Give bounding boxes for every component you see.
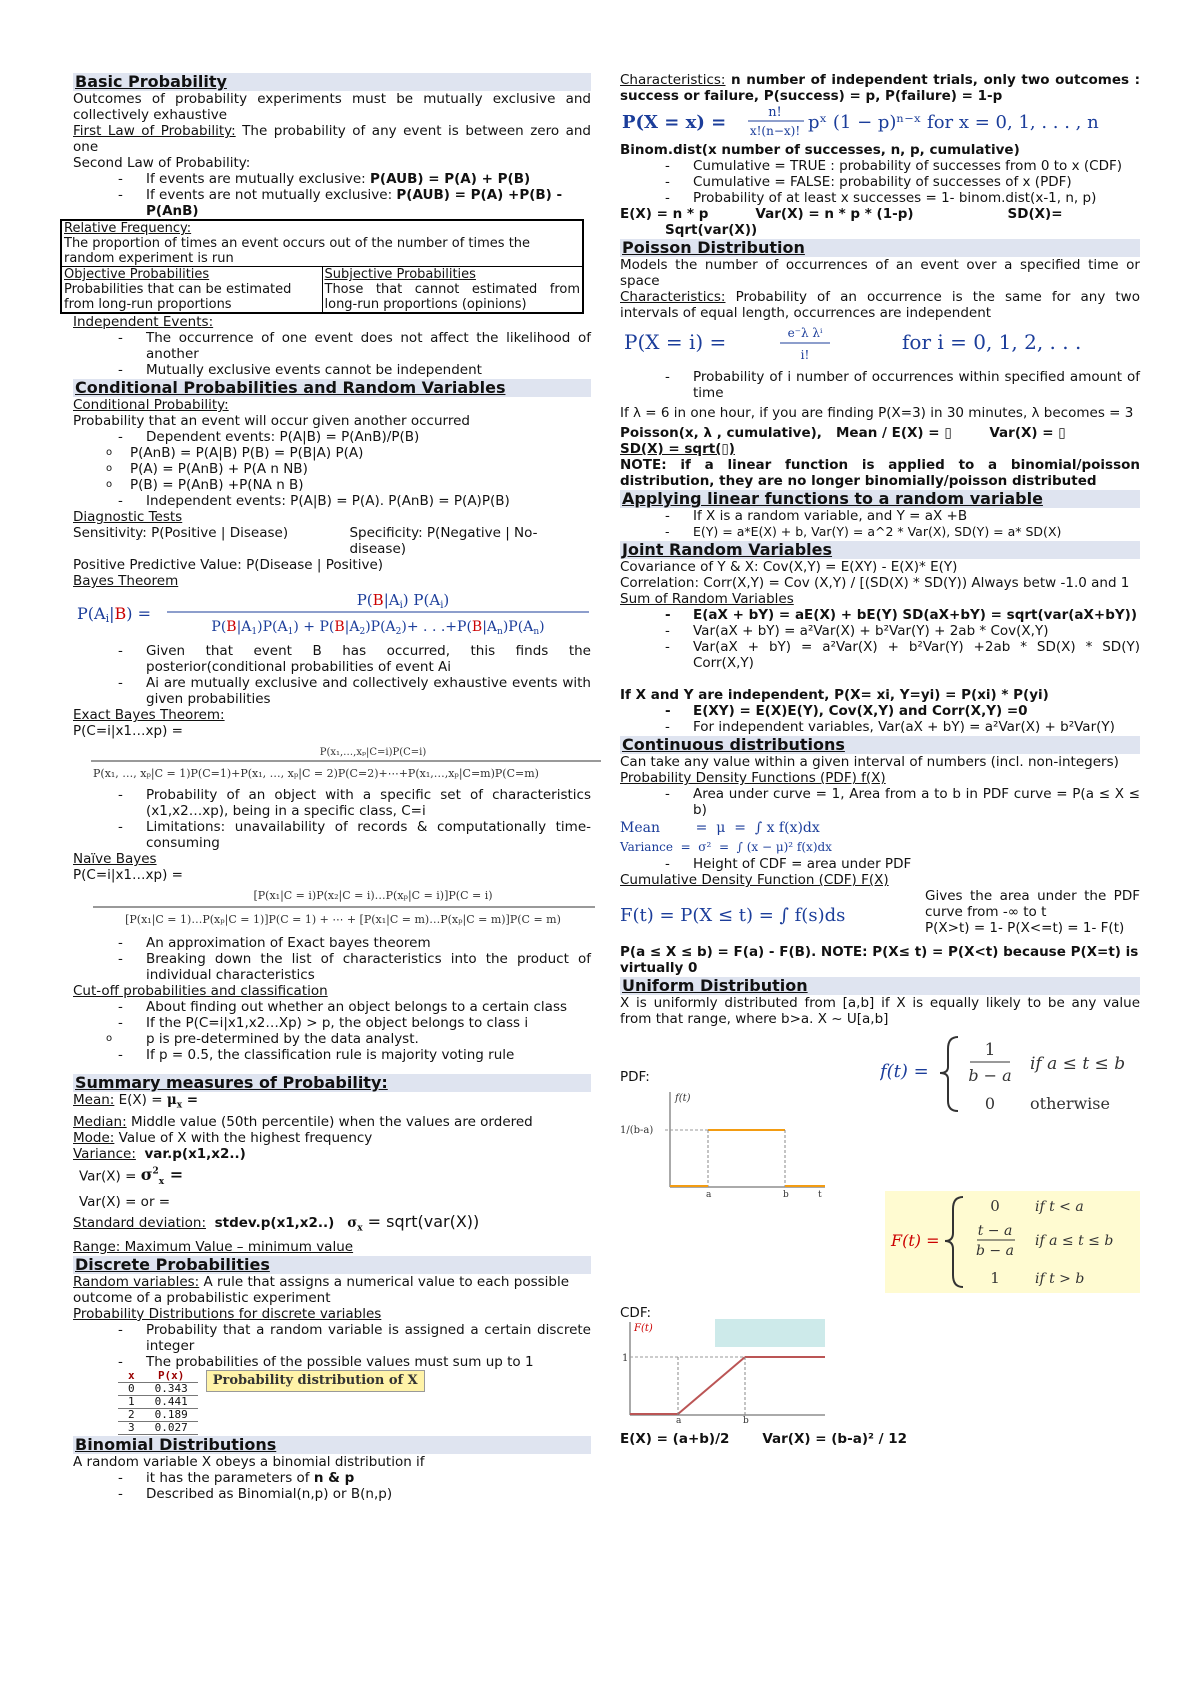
summary-heading: Summary measures of Probability: bbox=[73, 1074, 591, 1092]
table-cell: 0.189 bbox=[145, 1408, 198, 1421]
binomial-paragraph: A random variable X obeys a binomial distribution if bbox=[73, 1453, 425, 1470]
objective-label: Objective Probabilities bbox=[64, 267, 210, 282]
relative-frequency-row bbox=[62, 221, 582, 267]
indep-bullet-1: - The occurrence of one event does not affect the likelihood of another bbox=[73, 330, 591, 362]
binom-b1-bold: n & p bbox=[313, 1469, 355, 1486]
pdf-bullet-1: - Area under curve = 1, Area from a to b in PDF curve = P(a ≤ X ≤ b) bbox=[620, 786, 1140, 818]
sd-label: Standard deviation: bbox=[73, 1215, 207, 1232]
uniform-cdf-formula bbox=[885, 1191, 1140, 1293]
specificity: Specificity: P(Negative | No-disease) bbox=[349, 525, 538, 557]
svg-text:f(t) =: f(t) = bbox=[880, 1061, 929, 1082]
uniform-pdf-graph bbox=[620, 1087, 830, 1197]
svg-text:P(B|A1)P(A1) + P(B|A2)P(A2)+ .: $P(B|A_1)P(A_1) + P(B|A_2)P(A_2)+$ . . $.+P(B|A_n)P(A_n)$ bbox=[211, 619, 545, 637]
cdf-label: Cumulative Density Function (CDF) F(X) bbox=[620, 872, 889, 888]
linear-bullet-2: - E(Y) = a*E(X) + b, Var(Y) = a^2 * Var(X), SD(Y) = a* SD(X) bbox=[620, 524, 1140, 540]
first-law bbox=[73, 123, 591, 155]
binom-dist-func: Binom.dist(x number of successes, n, p, cumulative) bbox=[620, 142, 1020, 158]
exact-bullet-1: - Probability of an object with a specific set of characteristics (x1,x2…xp), being in a specific class, C=i bbox=[73, 787, 591, 819]
mean-text: E(X) = bbox=[114, 1092, 167, 1108]
naive-bayes-formula bbox=[73, 883, 603, 931]
continuous-paragraph: Can take any value within a given interval of numbers (incl. non-integers) bbox=[620, 754, 1119, 770]
bullet-text: If events are not mutually exclusive: bbox=[146, 187, 397, 203]
svg-text:n!: n! bbox=[768, 105, 782, 120]
binomial-heading: Binomial Distributions bbox=[73, 1436, 591, 1454]
table-header-cell: x bbox=[118, 1370, 145, 1383]
subjective-cell bbox=[322, 267, 583, 312]
char-label: Characteristics: bbox=[620, 72, 726, 88]
sensitivity: Sensitivity: P(Positive | Disease) bbox=[73, 525, 289, 541]
diagnostic-label: Diagnostic Tests bbox=[73, 509, 183, 525]
left-column bbox=[64, 72, 591, 1502]
uniform-pdf-formula bbox=[880, 1029, 1130, 1115]
naive-bullet-2: - Breaking down the list of characteristics into the product of individual characteristics bbox=[73, 951, 591, 983]
exact-bayes-label: Exact Bayes Theorem: bbox=[73, 707, 225, 723]
bd-bullet-3: - Probability of at least x successes = 1- binom.dist(x-1, n, p) bbox=[620, 190, 1140, 206]
basic-probability-heading: Basic Probability bbox=[73, 73, 591, 91]
svg-text:e⁻λ λⁱ: e⁻λ λⁱ bbox=[787, 326, 823, 340]
char-text: n number of independent trials, only two outcomes : success or failure, P(success) = p, P(failure) = 1-p bbox=[620, 72, 1140, 104]
bayes-bullet-2: - Ai are mutually exclusive and collectively exhaustive events with given probabilities bbox=[73, 675, 591, 707]
probability-table bbox=[118, 1370, 198, 1435]
sd-func: stdev.p(x1,x2..) bbox=[214, 1215, 335, 1232]
svg-text:P(X = i) =: P(X = i) = bbox=[624, 330, 727, 354]
svg-text:if t > b: if t > b bbox=[1035, 1271, 1085, 1287]
binomial-pmf-formula bbox=[620, 104, 1140, 138]
prob-dist-label: Probability Distributions for discrete variables bbox=[73, 1305, 382, 1322]
svg-text:1: 1 bbox=[990, 1269, 1000, 1287]
pab-line: P(a ≤ X ≤ b) = F(a) - F(B). NOTE: P(X≤ t) = P(X<t) because P(X=t) is virtually 0 bbox=[620, 944, 1139, 976]
sum-bullet-2: - Var(aX + bY) = a²Var(X) + b²Var(Y) + 2ab * Cov(X,Y) bbox=[620, 623, 1140, 639]
svg-text:F(t): F(t) bbox=[634, 1323, 653, 1334]
poisson-char-text: Probability of an occurrence is the same for any two intervals of equal length, occurrences are independent bbox=[620, 289, 1140, 321]
svg-text:0: 0 bbox=[990, 1197, 1000, 1215]
cdf-side bbox=[925, 888, 1140, 944]
joint-heading: Joint Random Variables bbox=[620, 541, 1140, 559]
rv-text: A rule that assigns a numerical value to each possible outcome of a probabilistic experiment bbox=[73, 1273, 570, 1306]
linear-heading: Applying linear functions to a random variable bbox=[620, 490, 1140, 508]
uniform-moments: E(X) = (a+b)/2 Var(X) = (b-a)² / 12 bbox=[620, 1431, 908, 1447]
table-row bbox=[118, 1382, 198, 1395]
first-law-label: First Law of Probability: bbox=[73, 123, 236, 139]
binom-moments: E(X) = n * p Var(X) = n * p * (1-p) SD(X)= bbox=[620, 206, 1063, 222]
binom-b1-text: it has the parameters of bbox=[146, 1469, 314, 1486]
svg-text:x!(n−x)!: x!(n−x)! bbox=[749, 124, 801, 138]
bayes-formula bbox=[73, 589, 591, 639]
variance-line bbox=[73, 1146, 591, 1162]
uniform-graphs bbox=[620, 1027, 1140, 1547]
variance-label: Variance: bbox=[73, 1145, 136, 1162]
exact-bayes-formula bbox=[73, 739, 603, 783]
subjective-label: Subjective Probabilities bbox=[324, 267, 476, 282]
poisson-lambda-note: If λ = 6 in one hour, if you are finding P(X=3) in 30 minutes, λ becomes = 3 bbox=[620, 405, 1134, 421]
table-cell: 0.343 bbox=[145, 1382, 198, 1395]
poisson-bullet-1: - Probability of i number of occurrences within specified amount of time bbox=[620, 369, 1140, 401]
cutoff-sub-1: o p is pre-determined by the data analyst. bbox=[73, 1031, 591, 1047]
sum-bullet-1: - E(aX + bY) = aE(X) + bE(Y) SD(aX+bY) = sqrt(var(aX+bY)) bbox=[620, 607, 1140, 623]
cond-sub-3: o P(B) = P(AnB) +P(NA n B) bbox=[73, 477, 591, 493]
svg-text:a: a bbox=[676, 1416, 682, 1425]
conditional-label: Conditional Probability: bbox=[73, 397, 229, 413]
sigma-x: $\sigma_x$ bbox=[347, 1215, 363, 1234]
bullet-text: If events are mutually exclusive: bbox=[146, 171, 371, 187]
svg-text:pˣ (1 − p)ⁿ⁻ˣ for x = 0, 1,: pˣ (1 − p)ⁿ⁻ˣ for x = 0, 1, . . . , n bbox=[808, 112, 1099, 133]
svg-text:1/(b-a): 1/(b-a) bbox=[620, 1125, 654, 1136]
sum-bullet-3: - Var(aX + bY) = a²Var(X) + b²Var(Y) +2ab * SD(X) * SD(Y) Corr(X,Y) bbox=[620, 639, 1140, 671]
binom-bullet-2: - Described as Binomial(n,p) or B(n,p) bbox=[73, 1486, 591, 1502]
sigma-symbol: $\sigma^2_x$ = bbox=[140, 1165, 184, 1188]
indep-bullet-1: - E(XY) = E(X)E(Y), Cov(X,Y) and Corr(X,Y) =0 bbox=[620, 703, 1140, 719]
svg-text:if a ≤ t ≤ b: if a ≤ t ≤ b bbox=[1035, 1233, 1114, 1249]
table-cell: 0.027 bbox=[145, 1421, 198, 1434]
poisson-heading: Poisson Distribution bbox=[620, 239, 1140, 257]
svg-text:1: 1 bbox=[622, 1353, 629, 1364]
mu-symbol: $\mu_x$ = bbox=[166, 1092, 199, 1111]
table-cell: 0.441 bbox=[145, 1395, 198, 1408]
mode-line bbox=[73, 1130, 591, 1146]
mode-label: Mode: bbox=[73, 1129, 115, 1146]
svg-text:t: t bbox=[818, 1190, 822, 1197]
svg-text:b − a: b − a bbox=[976, 1243, 1014, 1259]
bullet-eq: P(AUB) = P(A) +P(B) - P(AnB) bbox=[146, 187, 563, 219]
indep-bullet-2: - For independent variables, Var(aX + bY) = a²Var(X) + b²Var(Y) bbox=[620, 719, 1140, 735]
table-cell: 1 bbox=[118, 1395, 145, 1408]
discrete-heading: Discrete Probabilities bbox=[73, 1256, 591, 1274]
uniform-heading: Uniform Distribution bbox=[620, 977, 1140, 995]
svg-text:[P(x₁|C = i)P(x₂|C = i)…P(xₚ|C: [P(x₁|C = i)P(x₂|C = i)…P(xₚ|C = i)]P(C = i) bbox=[253, 889, 493, 902]
variance-eq-2: Var(X) = or = bbox=[79, 1194, 171, 1211]
conditional-heading: Conditional Probabilities and Random Variables bbox=[73, 379, 591, 397]
objective-text: Probabilities that can be estimated from long-run proportions bbox=[64, 282, 292, 312]
objective-cell bbox=[62, 267, 322, 312]
variance-eq-1 bbox=[73, 1162, 591, 1193]
binom-sqrt: Sqrt(var(X)) bbox=[665, 222, 758, 238]
cutoff-bullet-3: - If p = 0.5, the classification rule is majority voting rule bbox=[73, 1047, 591, 1063]
poisson-func: Poisson(x, λ , cumulative), Mean / E(X) = ▯ Var(X) = ▯ bbox=[620, 425, 1066, 441]
svg-text:otherwise: otherwise bbox=[1030, 1094, 1110, 1113]
rv-label: Random variables: bbox=[73, 1273, 200, 1290]
svg-text:[P(x₁|C = 1)…P(xₚ|C = 1)]P(C =: [P(x₁|C = 1)…P(xₚ|C = 1)]P(C = 1) + ⋯ + [P(x₁|C = m)…P(xₚ|C = m)]P(C = m) bbox=[125, 913, 561, 926]
svg-text:i!: i! bbox=[800, 348, 810, 362]
rel-freq-text: The proportion of times an event occurs out of the number of times the random experiment is run bbox=[64, 236, 531, 266]
cutoff-bullet-1: - About finding out whether an object belongs to a certain class bbox=[73, 999, 591, 1015]
conditional-text: Probability that an event will occur given another occurred bbox=[73, 413, 470, 429]
table-row bbox=[118, 1421, 198, 1434]
svg-text:if t < a: if t < a bbox=[1035, 1199, 1084, 1215]
svg-text:b: b bbox=[783, 1190, 789, 1197]
exact-bayes-formula-label: P(C=i|x1…xp) = bbox=[73, 723, 183, 739]
bullet-eq: P(AUB) = P(A) + P(B) bbox=[370, 171, 531, 187]
mode-text: Value of X with the highest frequency bbox=[114, 1129, 373, 1146]
naive-bullet-1: - An approximation of Exact bayes theorem bbox=[73, 935, 591, 951]
table-row bbox=[118, 1408, 198, 1421]
rel-freq-label: Relative Frequency: bbox=[64, 221, 192, 236]
binom-bullet-1 bbox=[73, 1470, 591, 1486]
svg-text:b − a: b − a bbox=[968, 1066, 1012, 1085]
poisson-characteristics bbox=[620, 289, 1140, 321]
binomial-characteristics bbox=[620, 72, 1140, 104]
probability-types-box bbox=[60, 219, 584, 314]
pd-bullet-1: - Probability that a random variable is assigned a certain discrete integer bbox=[73, 1322, 591, 1354]
cdf-formula: F(t) = P(X ≤ t) = ∫ f(s)ds bbox=[620, 905, 846, 926]
cond-sub-1: o P(AnB) = P(A|B) P(B) = P(B|A) P(A) bbox=[73, 445, 591, 461]
ppv: Positive Predictive Value: P(Disease | Positive) bbox=[73, 557, 384, 573]
pdf-bullet-2: - Height of CDF = area under PDF bbox=[620, 856, 1140, 872]
mean-integral: Mean = μ = ∫ x f(x)dx bbox=[620, 820, 820, 836]
continuous-heading: Continuous distributions bbox=[620, 736, 1140, 754]
svg-text:for i = 0, 1, 2, . . .: for i = 0, 1, 2, . . . bbox=[902, 330, 1082, 354]
subjective-text: Those that cannot estimated from long-run proportions (opinions) bbox=[324, 282, 580, 312]
svg-text:b: b bbox=[743, 1416, 749, 1425]
svg-text:P(Ai|B) =: P(Ai|B) = bbox=[77, 604, 151, 625]
cutoff-bullet-2: - If the P(C=i|x1,x2…Xp) > p, the object belongs to class i bbox=[73, 1015, 591, 1031]
bd-bullet-1: - Cumulative = TRUE : probability of successes from 0 to x (CDF) bbox=[620, 158, 1140, 174]
svg-text:if a ≤ t ≤ b: if a ≤ t ≤ b bbox=[1030, 1054, 1126, 1074]
cdf-side-text-2: P(X>t) = 1- P(X<=t) = 1- F(t) bbox=[925, 920, 1125, 936]
cutoff-label: Cut-off probabilities and classification bbox=[73, 983, 328, 999]
pdf-caption: PDF: bbox=[620, 1069, 650, 1085]
covariance-line: Covariance of Y & X: Cov(X,Y) = E(XY) - E(X)* E(Y) bbox=[620, 559, 958, 575]
svg-text:a: a bbox=[706, 1190, 712, 1197]
table-header bbox=[118, 1370, 198, 1383]
correlation-line: Correlation: Corr(X,Y) = Cov (X,Y) / [(SD(X) * SD(Y)) Always betw -1.0 and 1 bbox=[620, 575, 1130, 591]
table-cell: 0 bbox=[118, 1382, 145, 1395]
exact-bullet-2: - Limitations: unavailability of records & computationally time-consuming bbox=[73, 819, 591, 851]
prob-table-row bbox=[73, 1370, 591, 1435]
basic-paragraph: Outcomes of probability experiments must be mutually exclusive and collectively exhaustive bbox=[73, 91, 591, 123]
second-law-bullet-1 bbox=[73, 171, 591, 187]
svg-text:F(t) =: F(t) = bbox=[891, 1231, 940, 1250]
poisson-char-label: Characteristics: bbox=[620, 289, 726, 305]
uniform-paragraph: X is uniformly distributed from [a,b] if X is equally likely to be any value from that range, where b>a. X ~ U[a,b] bbox=[620, 995, 1140, 1027]
uniform-cdf-graph bbox=[620, 1317, 830, 1425]
pdf-label: Probability Density Functions (PDF) f(X) bbox=[620, 770, 886, 786]
median-label: Median: bbox=[73, 1113, 127, 1130]
poisson-formula bbox=[620, 321, 1140, 365]
independence-line: If X and Y are independent, P(X= xi, Y=yi) = P(xi) * P(yi) bbox=[620, 687, 1049, 703]
table-cell: 3 bbox=[118, 1421, 145, 1434]
range-line: Range: Maximum Value – minimum value bbox=[73, 1238, 354, 1255]
table-cell: 2 bbox=[118, 1408, 145, 1421]
independent-events-label: Independent Events: bbox=[73, 314, 214, 330]
poisson-sd: SD(X) = sqrt(▯) bbox=[620, 441, 735, 457]
cond-sub-2: o P(A) = P(AnB) + P(A n NB) bbox=[73, 461, 591, 477]
svg-text:P(X = x) =: P(X = x) = bbox=[622, 112, 727, 133]
cdf-row bbox=[620, 888, 1140, 944]
median-text: Middle value (50th percentile) when the values are ordered bbox=[126, 1113, 533, 1130]
second-law-bullet-2 bbox=[73, 187, 591, 219]
sd-line bbox=[73, 1212, 591, 1239]
naive-formula-label: P(C=i|x1…xp) = bbox=[73, 867, 183, 883]
bd-bullet-2: - Cumulative = FALSE: probability of successes of x (PDF) bbox=[620, 174, 1140, 190]
svg-text:f(t): f(t) bbox=[675, 1093, 691, 1104]
linear-bullet-1: - If X is a random variable, and Y = aX +B bbox=[620, 508, 1140, 524]
bayes-bullet-1: - Given that event B has occurred, this finds the posterior(conditional probabilities of event Ai bbox=[73, 643, 591, 675]
poisson-paragraph: Models the number of occurrences of an event over a specified time or space bbox=[620, 257, 1140, 289]
sens-spec-row bbox=[73, 525, 591, 557]
right-column bbox=[620, 72, 1140, 1547]
variance-func: var.p(x1,x2..) bbox=[144, 1145, 246, 1162]
var-line1: Var(X) = bbox=[79, 1168, 141, 1185]
objective-subjective-row bbox=[62, 267, 582, 312]
cond-bullet-1: - Dependent events: P(A|B) = P(AnB)/P(B) bbox=[73, 429, 591, 445]
pd-bullet-2: - The probabilities of the possible values must sum up to 1 bbox=[73, 1354, 591, 1370]
svg-text:t − a: t − a bbox=[977, 1223, 1013, 1239]
mean-label: Mean: bbox=[73, 1092, 115, 1108]
svg-text:P(x₁,…,xₚ|C=i)P(C=i): P(x₁,…,xₚ|C=i)P(C=i) bbox=[319, 747, 427, 758]
prob-dist-banner: Probability distribution of X bbox=[206, 1370, 425, 1392]
cdf-side-text: Gives the area under the PDF curve from -∞ to t bbox=[925, 888, 1140, 920]
sum-rv-label: Sum of Random Variables bbox=[620, 591, 794, 607]
naive-bayes-label: Naïve Bayes bbox=[73, 851, 157, 867]
table-header-cell: P(x) bbox=[145, 1370, 198, 1383]
cond-bullet-2: - Independent events: P(A|B) = P(A). P(AnB) = P(A)P(B) bbox=[73, 493, 591, 509]
first-law-text: The probability of any event is between zero and one bbox=[73, 123, 591, 155]
linear-note: NOTE: if a linear function is applied to a binomial/poisson distribution, they are no longer binomially/poisson distributed bbox=[620, 457, 1140, 489]
svg-text:0: 0 bbox=[984, 1094, 996, 1113]
table-row bbox=[118, 1395, 198, 1408]
cdf-caption: CDF: bbox=[620, 1305, 652, 1321]
variance-integral: Variance = σ² = ∫ (x − μ)² f(x)dx bbox=[620, 840, 832, 854]
second-law: Second Law of Probability: bbox=[73, 155, 251, 171]
mean-line bbox=[73, 1092, 591, 1114]
median-line bbox=[73, 1114, 591, 1130]
bayes-label: Bayes Theorem bbox=[73, 573, 179, 589]
random-variables-line bbox=[73, 1274, 591, 1306]
indep-bullet-2: - Mutually exclusive events cannot be independent bbox=[73, 362, 591, 378]
svg-text:P(x₁, …, xₚ|C = 1)P(C=1)+P(x₁,: P(x₁, …, xₚ|C = 1)P(C=1)+P(x₁, …, xₚ|C = 2)P(C=2)+⋯+P(x₁,…,xₚ|C=m)P(C=m) bbox=[93, 767, 539, 780]
svg-text:P(B|Ai) P(Ai): $P(B|A_i)$ $P(A_i)$ bbox=[356, 591, 450, 611]
svg-text:1: 1 bbox=[984, 1040, 996, 1060]
sd-eq: = sqrt(var(X)) bbox=[362, 1212, 480, 1232]
